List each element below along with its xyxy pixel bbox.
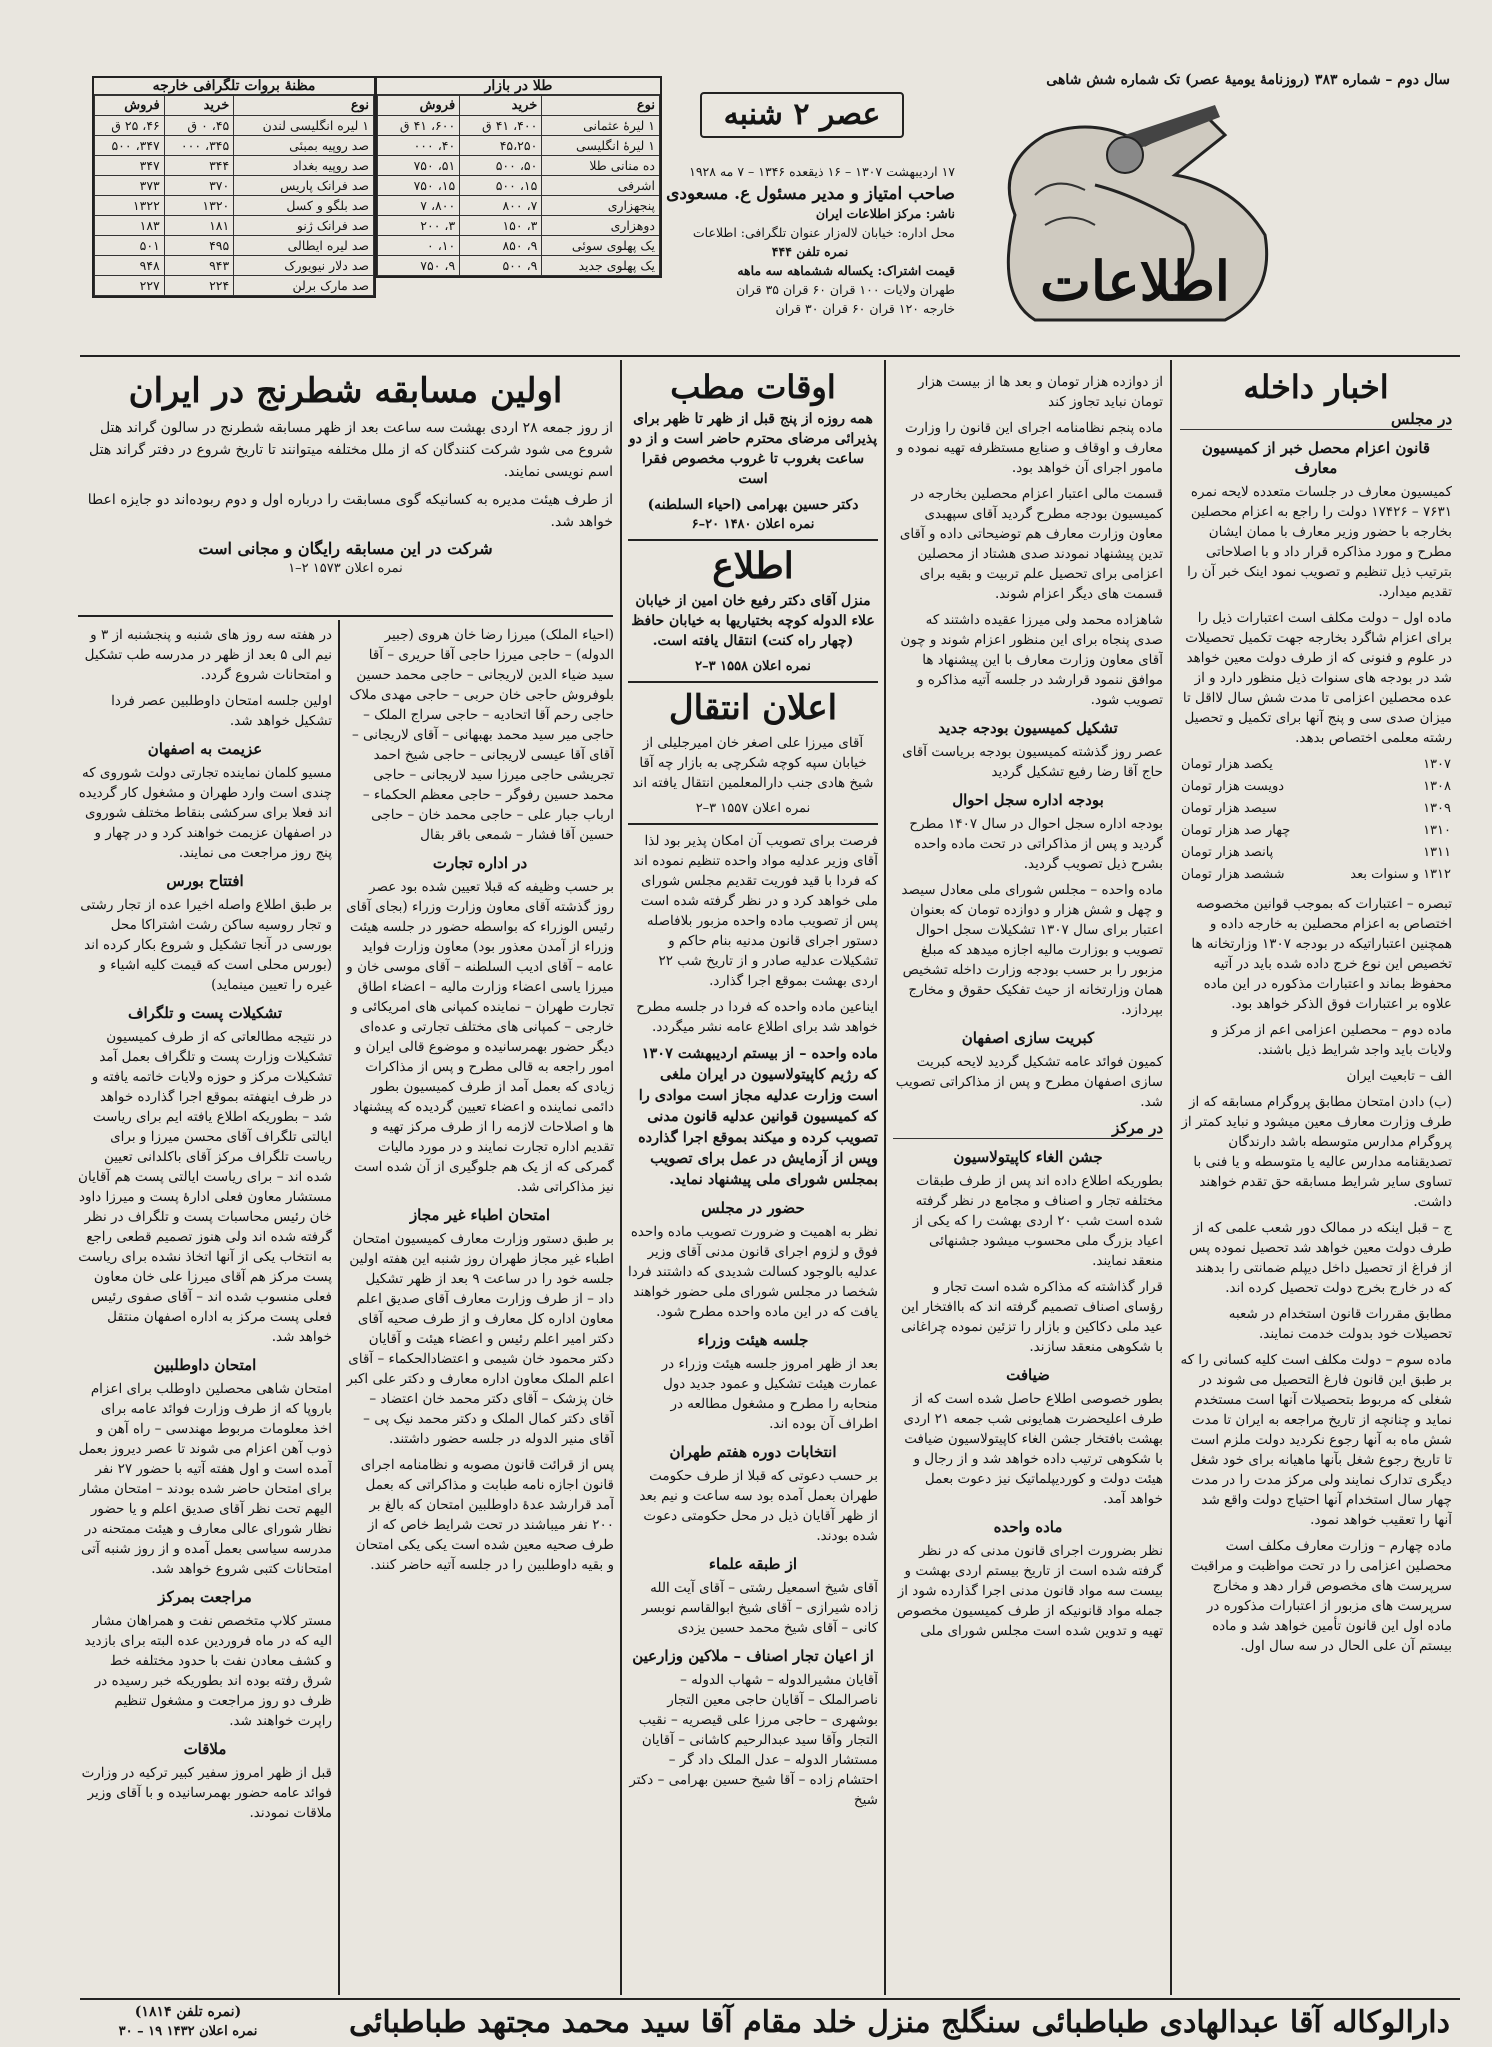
- ad-number: نمره اعلان ۱۵۵۸ ۳–۲: [628, 657, 878, 683]
- gold-market-table: [375, 76, 662, 278]
- paragraph: همه روزه از پنج قبل از ظهر تا ظهر برای پذیرائی مرضای محترم حاضر است و از دو ساعت بغروب تا غروب مخصوص فقرا است: [628, 411, 878, 487]
- paragraph: ماده دوم – محصلین اعزامی اعم از مرکز و ولایات باید واجد شرایط ذیل باشند.: [1211, 1022, 1452, 1058]
- paragraph: آقایان مشیرالدوله – شهاب الدوله – ناصرالملک – آقایان حاجی معین التجار بوشهری – حاجی مرزا علی قیصریه – نقیب التجار وآقا سید عبدالرحیم کاشانی – آقایان مستشار الدوله – عدل الملک داد گر – احتشام زاده – آقا شیخ حسین بهرامی – دکتر شیخ: [629, 1672, 878, 1808]
- parliament-news-column: [893, 372, 1163, 1985]
- table-row: ۱۳۰۹ سیصد هزار تومان: [1181, 801, 1451, 816]
- notices-column: [628, 365, 878, 1985]
- paragraph: کمیون فوائد عامه تشکیل گردید لایحه کبریت سازی اصفهان مطرح و پس از مذاکراتی تصویب شد.: [895, 1054, 1163, 1110]
- table-row: صد بلگو و کسل ۱۳۲۰ ۱۳۲۲: [95, 196, 374, 216]
- column-divider: [620, 360, 622, 1995]
- paragraph: منزل آقای دکتر رفیع خان امین از خیابان علاء الدوله کوچه بختیاریها به خیابان حافظ (چهار راه کنت) انتقال یافته است.: [631, 593, 875, 649]
- paragraph: مطابق مقررات قانون استخدام در شعبه تحصیلات خود بدولت خدمت نمایند.: [1228, 1306, 1452, 1342]
- subheading: جشن الغاء کاپیتولاسیون: [953, 1148, 1103, 1166]
- subheading: تشکیل کمیسیون بودجه جدید: [938, 719, 1118, 737]
- section-label: در مجلس: [1180, 409, 1452, 430]
- table-row: صد فرانک ژنو ۱۸۱ ۱۸۳: [95, 216, 374, 236]
- paragraph: مستر کلاپ متخصص نفت و همراهان مشار الیه که در ماه فروردین عده البته برای بازدید و کشف معادن نفت با حدود مختلفه خط شرق رفته بوده اند بطوریکه خبر رسیده در ظرف دو روز مراجعت و مشغول تنظیم راپرت خواهند شد.: [84, 1613, 332, 1729]
- paragraph: ماده واحده – مجلس شورای ملی معادل سیصد و چهل و شش هزار و دوازده تومان که بعنوان اعتبار برای سال ۱۳۰۷ تشکیلات سجل احوال تصویب و بوزارت مالیه اجازه میدهد که مبلغ مزبور را بر حسب بودجه وزارت داخله تشخیص همان وزارتخانه از حیث تفکیک حقوق و مخارج بپردازد.: [901, 882, 1163, 1018]
- abroad-price: خارجه ۱۲۰ قران ۶۰ قران ۳۰ قران: [775, 301, 955, 316]
- ad-number: نمره اعلان ۱۴۸۰ ۲۰–۶: [628, 515, 878, 541]
- paragraph: الف – تابعیت ایران: [1346, 1068, 1452, 1084]
- commerce-column: [346, 625, 614, 1985]
- paragraph: از روز جمعه ۲۸ اردی بهشت سه ساعت بعد از ظهر مسابقه شطرنج در سالون گراند هتل شروع می شود شرکت کنندگان که از ملل مختلفه میتوانند تا تاریخ شروع در دفتر گراند هتل اسم نویسی نمایند.: [89, 420, 613, 480]
- gold-table: [377, 95, 660, 276]
- col-header: خرید: [460, 96, 542, 116]
- chess-announcement: [78, 365, 613, 617]
- table-row: ۱ لیره انگلیسی لندن ۴۵، ۰ ق ۴۶، ۲۵ ق: [95, 116, 374, 136]
- paragraph: اولین جلسه امتحان داوطلبین عصر فردا تشکیل خواهد شد.: [111, 693, 332, 729]
- col-header: نوع: [542, 96, 660, 116]
- table-row: صد دلار نیویورک ۹۴۳ ۹۴۸: [95, 256, 374, 276]
- paragraph: ماده اول – دولت مکلف است اعتبارات ذیل را برای اعزام شاگرد بخارجه جهت تکمیل تحصیلات در علوم و فنونی که از طرف دولت معین خواهد شد در بودجه های سنوات ذیل منظور دارد و از عده محصلین اعزامی تا مدت شش سال لااقل تا میزان صدی سی و پنج آنها برای تکمیل و تحصیل رشته معلمی اختصاص بدهد.: [1182, 610, 1452, 746]
- column-divider: [1170, 360, 1172, 1995]
- footer-phone: (نمره تلفن ۱۸۱۴): [134, 2004, 242, 2020]
- table-row: صد لیره ایطالی ۴۹۵ ۵۰۱: [95, 236, 374, 256]
- paragraph: در هفته سه روز های شنبه و پنجشنبه از ۳ و نیم الی ۵ بعد از ظهر در مدرسه طب تشکیل و امتحانات شروع گردد.: [84, 627, 332, 683]
- owner-line: صاحب امتیاز و مدیر مسئول ع. مسعودی: [666, 184, 955, 204]
- fx-table: [94, 95, 374, 296]
- paragraph: آقای میرزا علی اصغر خان امیرجلیلی از خیابان سپه کوچه شکرچی به بازار چه آقا شیخ هادی جنب دارالمعلمین انتقال یافته اند: [632, 735, 874, 791]
- table-row: صد روپیه بغداد ۳۴۴ ۳۴۷: [95, 156, 374, 176]
- table-row: صد مارک برلن ۲۲۴ ۲۲۷: [95, 276, 374, 296]
- section-label: در مرکز: [893, 1118, 1163, 1139]
- budget-table: [1180, 754, 1452, 886]
- paragraph: (ب) دادن امتحان مطابق پروگرام مسابقه که از طرف وزارت معارف معین میشود و نباید کمتر از پروگرام مدارس متوسطه باشد دارندگان تصدیقنامه مدارس عالیه یا متوسطه و یا فنی با تساوی سایر شرایط مسابقه حق تقدم خواهند داشت.: [1181, 1094, 1452, 1210]
- ad-number: نمره اعلان ۱۵۵۷ ۳–۲: [628, 799, 878, 825]
- table-row: صد روپیه بمبئی ۳۴۵، ۰۰۰ ۳۴۷، ۵۰۰: [95, 136, 374, 156]
- gold-market-title: طلا در بازار: [377, 78, 660, 95]
- paragraph: از دوازده هزار تومان و بعد ها از بیست هزار تومان نباید تجاوز کند: [918, 374, 1163, 410]
- paragraph: ماده سوم – دولت مکلف است کلیه کسانی را که بر طبق این قانون فارغ التحصیل می شوند در شغلی که مربوط بتحصیلات آنها است مستخدم نماید و چنانچه از تاریخ مراجعه به ایران تا مدت شش ماه به آنها رجوع نکردید دولت ملزم است تا تاریخ رجوع شغل بآنها ماهیانه برای خود شغل دیگری تدارک نمایند ولی مرکز مدت را در مدت چهار سال استخدام آنها احتیاج دولت واقع شد آنها را تعقیب خواهد نمود.: [1180, 1352, 1452, 1528]
- fx-market-table: [92, 76, 376, 298]
- signature: دکتر حسین بهرامی (احیاء السلطنه): [647, 497, 859, 513]
- paragraph: امتحان شاهی محصلین داوطلب برای اعزام باروپا که از طرف وزارت فوائد عامه برای اخذ معلومات مربوط مهندسی – راه آهن و ذوب آهن اعزام می شوند تا عصر دیروز بعمل آمده است و اول هفته آتیه با حضور ۲۷ نفر برای امتحان حاضر شده بودند – امتحان مشار الیهم تحت نظر آقای صدیق اعلم و یا حضور نظار شورای عالی معارف و هیئت ممتحنه در مدرسه سیاسی بعمل آمده و از روز شنبه آتی امتحانات کتبی شروع خواهد شد.: [78, 1381, 332, 1577]
- column-divider: [338, 620, 340, 1995]
- publisher-line: ناشر: مرکز اطلاعات ایران: [815, 206, 955, 221]
- table-row: ۱ لیرهٔ انگلیسی ۴۵،۲۵۰ ۴۰، ۰۰۰: [378, 136, 660, 156]
- logo-text: اطلاعات: [1040, 249, 1230, 313]
- article-text: ماده واحده – از بیستم اردیبهشت ۱۳۰۷ که رژیم کاپیتولاسیون در ایران ملغی است وزارت عدلیه مجاز است موادی را که کمیسیون قوانین عدلیه قانون مدنی تصویب کرده و میکند بموقع اجرا گذارده وپس از آزمایش در عمل برای تصویب بمجلس شورای ملی پیشنهاد نماید.: [638, 1045, 878, 1188]
- subheading: ماده واحده: [993, 1518, 1063, 1536]
- paragraph: شاهزاده محمد ولی میرزا عقیده داشتند که صدی پنجاه برای این منظور اعزام شوند و چون آقای معاون وزارت معارف با این پیشنهاد ها موافق ننمود قرارشد در جلسه آتیه مذاکره و تصویب شود.: [900, 612, 1163, 708]
- col-header: فروش: [95, 96, 165, 116]
- table-row: صد فرانک پاریس ۳۷۰ ۳۷۳: [95, 176, 374, 196]
- paragraph: بر حسب وظیفه که قبلا تعیین شده بود عصر روز گذشته آقای معاون وزارت وزراء (بجای آقای رئیس الوزراء که بواسطه حضور در جلسه هیئت وزراء از آمدن معذور بود) معاون وزارت فواید عامه – آقای ادیب السلطنه – آقای موسی خان و میرزا یاسی اعضاء وزارت مالیه – اعضاء اطاق تجارت طهران – نماینده کمپانی های امریکائی و خارجی – کمپانی های مختلف تجارتی و عده‌ای دیگر حضور بهمرسانیده و موضوع قالی ایران و امور راجعه به قالی مطرح و پس از مذاکرات زیادی که بعمل آمد از طرف کمیسیون بطور دائمی نماینده و اعضاء تعیین گردیده که پیشنهاد ها و اصلاحات لازمه را از طرف مرکز تهیه و تقدیم اداره تجارت نمایند و در مورد مالیات گمرکی که از یک هم جلوگیری از آن شده است نیز مذاکراتی شد.: [346, 879, 614, 1195]
- paragraph: عصر روز گذشته کمیسیون بودجه بریاست آقای حاج آقا رضا رفیع تشکیل گردید: [902, 744, 1163, 780]
- misc-news-column: [78, 625, 332, 1985]
- clinic-hours-title: اوقات مطب: [670, 368, 836, 406]
- paragraph: بطوریکه اطلاع داده اند پس از طرف طبقات مختلفه تجار و اصناف و مجامع در نظر گرفته شده است شب ۲۰ اردی بهشت را که یکی از اعیاد بزرگ ملی محسوب میشود جشنهائی منعقد نمایند.: [912, 1173, 1163, 1269]
- subheading: انتخابات دوره هفتم طهران: [669, 1443, 837, 1461]
- paragraph: پس از قرائت قانون مصوبه و نظامنامه اجرای قانون اجازه نامه طبابت و مذاکراتی که بعمل آمد قرارشد عدهٔ داوطلبین امتحان که بالغ بر ۲۰۰ نفر میباشند در تحت شرایط خاص که از طرف صحیه معین شده است یکی یکی امتحان و بقیه داوطلبین را در جلسه آتیه حاضر کنند.: [355, 1457, 614, 1573]
- subheading: امتحان داوطلبین: [153, 1356, 257, 1374]
- table-row: ۱۳۰۷ یکصد هزار تومان: [1181, 757, 1451, 772]
- day-badge: عصر ۲ شنبه: [700, 92, 904, 138]
- paragraph: فرصت برای تصویب آن امکان پذیر بود لذا آقای وزیر عدلیه مواد واحده تنظیم نموده اند که فردا با قید فوریت تقدیم مجلس شورای ملی خواهد کرد و در نظر گرفته شده است پس از تصویب ماده واحده مزبور بلافاصله دستور اجرای قانون مدنیه بنام حاکم و تشکیلات عدلیه صادر و از تاریخ شب ۲۲ اردی بهشت بموقع اجرا گذارد.: [633, 833, 878, 989]
- domestic-news-column: [1180, 365, 1452, 1985]
- table-row: ۱۳۱۱ پانصد هزار تومان: [1181, 845, 1451, 860]
- notice-title: اطلاع: [712, 545, 794, 587]
- paragraph: بر طبق دستور وزارت معارف کمیسیون امتحان اطباء غیر مجاز طهران روز شنبه این هفته اولین جلسه خود را در ساعت ۹ بعد از ظهر تشکیل داد – از طرف وزارت معارف آقای صدیق اعلم معاون اداره کل معارف و از طرف صحیه آقای دکتر امیر اعلم رئیس و اعضاء هیئت و آقایان دکتر محمود خان شیمی و اعتضادالحکماء – آقای اعلم الملک معاون اداره معارف و دکتر علی اکبر خان پزشک – آقای دکتر محمد خان اعتضاد – آقای دکتر کمال الملک و دکتر محمد نیک پی – آقای منیر الدوله در جلسه حضور داشتند.: [346, 1231, 614, 1447]
- edition-line: سال دوم – شماره ۳۸۳ (روزنامهٔ یومیهٔ عصر) تک شماره شش شاهی: [1046, 72, 1450, 88]
- subheading: عزیمت به اصفهان: [147, 740, 263, 758]
- subheading: بودجه اداره سجل احوال: [952, 791, 1104, 809]
- ad-number: نمره اعلان ۱۵۷۳ ۲–۱: [288, 561, 403, 576]
- subheading: کبریت سازی اصفهان: [961, 1029, 1095, 1047]
- paragraph: قسمت مالی اعتبار اعزام محصلین بخارجه در کمیسیون بودجه مطرح گردید آقای سپهبدی معاون وزارت معارف هم توضیحاتی داده و آقای تدین پیشنهاد نمودند صدی هشتاد از محصلین اعزامی برای تحصیل علم تربیت و بقیه برای قسمت های دیگر اعزام شوند.: [899, 486, 1163, 602]
- col-header: نوع: [234, 96, 374, 116]
- chess-free-note: شرکت در این مسابقه رایگان و مجانی است: [198, 539, 493, 558]
- paragraph: ماده پنجم نظامنامه اجرای این قانون را وزارت معارف و اوقاف و صنایع مستظرفه تهیه نموده و مامور اجرای آن خواهد بود.: [896, 420, 1163, 476]
- move-title: اعلان انتقال: [668, 688, 838, 728]
- paragraph: نظر به اهمیت و ضرورت تصویب ماده واحده فوق و لزوم اجرای قانون مدنی آقای وزیر عدلیه بالوجود کسالت شدیدی که داشتند فردا شخصا در مجلس شورای ملی حضور خواهند یافت که در این ماده واحده مطرح شود.: [628, 1224, 878, 1320]
- paragraph: کمیسیون معارف در جلسات متعدده لایحه نمره ۷۶۳۱ – ۱۷۴۲۶ دولت را راجع به اعزام محصلین بخارجه با حضور وزیر معارف با ممان ایشان مطرح و مورد مذاکره قرار داد و با اصلاحاتی بترتیب ذیل تنظیم و تصویب نمود اینک خبر آن را تقدیم میدارد.: [1187, 484, 1452, 600]
- footer-main: دارالوکاله آقا عبدالهادی طباطبائی سنگلج منزل خلد مقام آقا سید محمد مجتهد طباطبائی: [349, 2005, 1450, 2040]
- paragraph: نظر بضرورت اجرای قانون مدنی که در نظر گرفته شده است از تاریخ بیستم اردی بهشت و بیست سه مواد قانون مدنی اجرا گذارده شود از جمله مواد قانونیکه از طرف کمیسیون مخصوص تهیه و تدوین شده است مجلس شورای ملی: [896, 1543, 1163, 1639]
- table-row: ۱۳۱۰ چهار صد هزار تومان: [1181, 823, 1451, 838]
- fx-market-title: مظنهٔ بروات تلگرافی خارجه: [94, 78, 374, 95]
- column-divider: [884, 360, 886, 1995]
- paragraph: قبل از ظهر امروز سفیر کبیر ترکیه در وزارت فوائد عامه حضور بهمرسانیده و با آقای وزیر ملاقات نمودند.: [81, 1765, 332, 1821]
- table-row: دوهزاری ۳، ۱۵۰ ۳، ۲۰۰: [378, 216, 660, 236]
- table-row: اشرفی ۱۵، ۵۰۰ ۱۵، ۷۵۰: [378, 176, 660, 196]
- paragraph: بر طبق اطلاع واصله اخیرا عده از تجار رشتی و تجار روسیه ساکن رشت اشتراکا محل بورسی در آنجا تشکیل و شروع بکار کرده اند (بورس محلی است که قیمت کلیه اشیاء و غیره را تعیین مینماید): [80, 897, 332, 993]
- subheading: امتحان اطباء غیر مجاز: [409, 1206, 551, 1224]
- paragraph: بطور خصوصی اطلاع حاصل شده است که از طرف اعلیحضرت همایونی شب جمعه ۲۱ اردی بهشت بافتخار جشن الغاء کاپیتولاسیون ضیافت با شکوهی ترتیب داده خواهد شد و از رجال و هیئت دولت و کوردیپلماتیک نیز دعوت بعمل خواهد آمد.: [903, 1391, 1163, 1507]
- paragraph: بعد از ظهر امروز جلسه هیئت وزراء در عمارت هیئت تشکیل و عمود جدید دول منحابه را مطرح و مشغول مطالعه در اطراف آن بوده اند.: [661, 1356, 878, 1432]
- subheading: از اعیان تجار اصناف – ملاکین وزارعین: [632, 1647, 874, 1665]
- table-row: ۱۳۱۲ و سنوات بعد ششصد هزار تومان: [1181, 867, 1451, 882]
- subheading: افتتاح بورس: [166, 872, 244, 890]
- table-row: یک پهلوی سوئی ۹، ۸۵۰ ۱۰، ۰: [378, 236, 660, 256]
- paragraph: در نتیجه مطالعاتی که از طرف کمیسیون تشکیلات وزارت پست و تلگراف بعمل آمد تشکیلات مرکز و حوزه ولایات خاتمه یافته و در ظرف اینهفته بموقع اجرا گذارده خواهد شد – بطوریکه اطلاع یافته ایم برای ریاست ایالتی تلگراف آقای محسن میرزا و برای ریاست تلگراف مرکز آقای باکلدانی تعیین شده اند – برای ریاست ایالتی پست هم آقایان مستشار معاون فعلی ادارهٔ پست و میرزا داود خان رئیس محاسبات پست و تلگراف در نظر گرفته شده اند ولی هنوز تصمیم قطعی راجع به انتخاب یکی از آنها اتخاذ نشده برای ریاست پست مرکز هم آقای میرزا علی خان معاون فعلی منسوب شده اند – آقای صفوی رئیس فعلی پست مرکز به اداره اصفهان منتقل خواهد شد.: [78, 1029, 332, 1345]
- paragraph: قرار گذاشته که مذاکره شده است تجار و رؤسای اصناف تصمیم گرفته اند که باافتخار این عید ملی دکاکین و بازار را تزئین نموده چراغانی با شکوهی منعقد سازند.: [901, 1279, 1163, 1355]
- subscription-line: قیمت اشتراک: یکساله ششماهه سه ماهه: [737, 263, 955, 278]
- paragraph: بر حسب دعوتی که قبلا از طرف حکومت طهران بعمل آمده بود سه ساعت و نیم بعد از ظهر آقایان ذیل در محل حکومتی دعوت شده بودند.: [639, 1468, 878, 1544]
- paragraph: مسیو کلمان نماینده تجارتی دولت شوروی که چندی است وارد طهران و مشغول کار گردیده اند فعلا برای سرکشی بنقاط مختلف شوروی در اصفهان عزیمت خواهند کرد و در چهار و پنج روز مراجعت می نمایند.: [78, 765, 332, 861]
- col-header: خرید: [164, 96, 233, 116]
- table-row: پنجهزاری ۷، ۸۰۰ ۸۰۰، ۷: [378, 196, 660, 216]
- col-header: فروش: [378, 96, 460, 116]
- paragraph: (احیاء الملک) میرزا رضا خان هروی (جبیر الدوله) – حاجی میرزا حاجی آقا حریری – آقا سید ضیاء الدین لاریجانی – حاجی محمد حسین بلوفروش حاجی خان حربی – حاجی مهدی ملاک حاجی رحم آقا اتحادیه – حاجی سراج الملک – حاجی میر سید محمد بهبهانی – آقای لاریجانی – آقای آقا عیسی لاریجانی – حاجی شیخ احمد تجریشی حاجی میرزا سید لاریجانی – حاجی محمد حسین رفوگر – حاجی معظم الحکماء – ارباب جبار علی – حاجی محمد خان – حاجی حسین آقا فشار – شمعی باقر بقال: [349, 627, 614, 843]
- table-row: یک پهلوی جدید ۹، ۵۰۰ ۹، ۷۵۰: [378, 256, 660, 276]
- paragraph: از طرف هیئت مدیره به کسانیکه گوی مسابقت را درباره اول و دوم ربوده‌اند دو جایزه اعطا خواهد شد.: [87, 492, 613, 530]
- subheading: ضیافت: [1006, 1366, 1050, 1384]
- footer-divider: [80, 1998, 1460, 2000]
- subheading: حضور در مجلس: [701, 1199, 805, 1217]
- table-row: ده منانی طلا ۵۰، ۵۰۰ ۵۱، ۷۵۰: [378, 156, 660, 176]
- publication-info: [665, 162, 955, 318]
- subheading: تشکیلات پست و تلگراف: [127, 1004, 283, 1022]
- domestic-news-title: اخبار داخله: [1243, 368, 1389, 406]
- newspaper-logo: [975, 95, 1295, 335]
- subheading: از طبقه علماء: [708, 1555, 798, 1573]
- date-line: ۱۷ اردیبهشت ۱۳۰۷ – ۱۶ ذیقعده ۱۳۴۶ – ۷ مه ۱۹۲۸: [689, 164, 955, 179]
- address-line: محل اداره: خیابان لاله‌زار عنوان تلگرافی: اطلاعات: [692, 225, 955, 240]
- subheading: در اداره تجارت: [432, 854, 528, 872]
- paragraph: بودجه اداره سجل احوال در سال ۱۴۰۷ مطرح گردید و پس از مذاکراتی در تحت ماده واحده بشرح ذیل تصویب گردید.: [909, 816, 1163, 872]
- paragraph: تبصره – اعتبارات که بموجب قوانین مخصوصه اختصاص به اعزام محصلین به خارجه داده و همچنین اعتباراتیکه در بودجه ۱۳۰۷ وزارتخانه ها تخصیص این نوع خرج داده شده باید در آتیه محفوظ بماند و اعتبارات مذکوره در این ماده علاوه بر اعتبارات فوق الذکر خواهد بود.: [1191, 896, 1452, 1012]
- table-row: ۱ لیرهٔ عثمانی ۴۰۰، ۴۱ ق ۶۰۰، ۴۱ ق: [378, 116, 660, 136]
- paragraph: ج – قبل اینکه در ممالک دور شعب علمی که از طرف دولت معین خواهد شد تحصیل نموده پس از فراغ از تحصیل داخل دیپلم ضمانتی را بدهند که در خارج بخرج دولت تحصیل کرده اند.: [1189, 1220, 1452, 1296]
- table-row: ۱۳۰۸ دویست هزار تومان: [1181, 779, 1451, 794]
- footer-ad-number: نمره اعلان ۱۴۳۲ ۱۹ – ۳۰: [118, 2024, 258, 2039]
- chess-title: اولین مسابقه شطرنج در ایران: [128, 371, 563, 411]
- subheading: جلسه هیئت وزراء: [697, 1331, 809, 1349]
- masthead-divider: [80, 355, 1460, 357]
- headline: قانون اعزام محصل خبر از کمیسیون معارف: [1201, 439, 1431, 477]
- paragraph: آقای شیخ اسمعیل رشتی – آقای آیت الله زاده شیرازی – آقای شیخ ابوالقاسم نوبسر کانی – آقای شیخ محمد حسین یزدی: [641, 1580, 878, 1636]
- subheading: مراجعت بمرکز: [158, 1588, 252, 1606]
- tehran-price: طهران ولایات ۱۰۰ قران ۶۰ قران ۳۵ قران: [736, 282, 955, 297]
- paragraph: ماده چهارم – وزارت معارف مکلف است محصلین اعزامی را در تحت مواظبت و مراقبت سرپرست های مخصوص قرار دهد و مخارج سرپرست های مزبور از اعتبارات مذکوره در ماده اول این قانون تأمین خواهد شد و ماده بیستم آن علی الحال در سه سال اول.: [1190, 1538, 1452, 1654]
- subheading: ملاقات: [183, 1740, 227, 1758]
- phone-line: نمره تلفن ۴۴۴: [771, 244, 849, 259]
- paragraph: ایناعین ماده واحده که فردا در جلسه مطرح خواهد شد برای اطلاع عامه نشر میگردد.: [636, 999, 878, 1035]
